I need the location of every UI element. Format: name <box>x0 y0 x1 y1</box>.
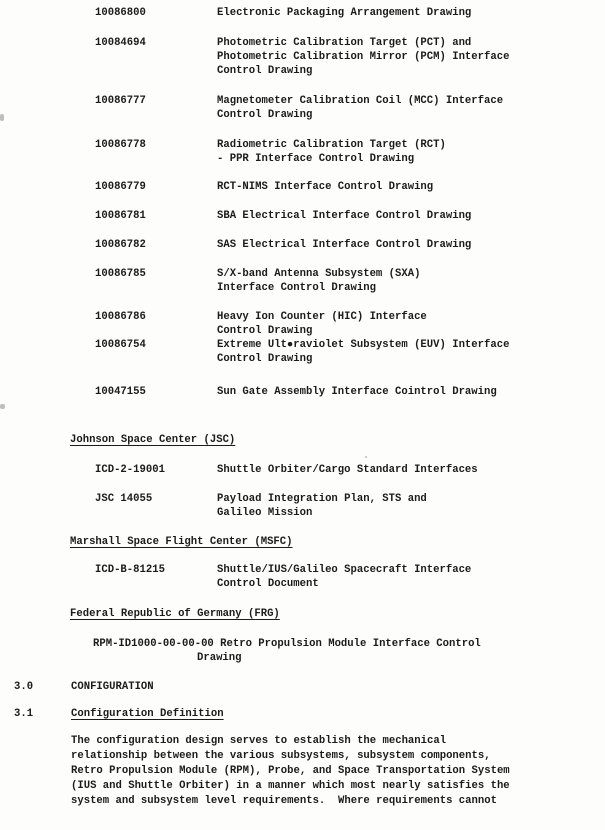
paragraph-line: system and subsystem level requirements. Where requirements cannot <box>71 795 497 807</box>
drawing-title <box>217 238 605 252</box>
drawing-title <box>217 138 605 166</box>
drawing-title-line: Control Drawing <box>217 65 313 77</box>
drawing-title <box>217 267 605 295</box>
section-title: CONFIGURATION <box>71 681 154 693</box>
drawing-entry <box>0 138 605 166</box>
document-title-line: Shuttle/IUS/Galileo Spacecraft Interface <box>217 564 472 576</box>
section-row-3-1 <box>0 707 605 721</box>
drawing-entry <box>0 94 605 122</box>
center-heading-frg: Federal Republic of Germany (FRG) <box>70 608 280 620</box>
drawing-title-line: RCT-NIMS Interface Control Drawing <box>217 181 434 193</box>
drawing-number: 10084694 <box>95 37 146 49</box>
body-paragraph <box>0 734 605 809</box>
drawing-title-line: - PPR Interface Control Drawing <box>217 153 415 165</box>
document-number: JSC 14055 <box>95 493 153 505</box>
drawing-number: 10086779 <box>95 181 146 193</box>
drawing-title-line: SAS Electrical Interface Control Drawing <box>217 239 472 251</box>
drawing-title <box>217 385 605 399</box>
document-title <box>217 463 605 477</box>
center-heading-msfc: Marshall Space Flight Center (MSFC) <box>70 536 293 548</box>
document-number: ICD-B-81215 <box>95 564 165 576</box>
drawing-title-line: Photometric Calibration Mirror (PCM) Interface <box>217 51 510 63</box>
drawing-title <box>217 310 605 338</box>
document-title-line: Control Document <box>217 578 319 590</box>
scan-artifact <box>365 456 367 458</box>
drawing-title <box>217 209 605 223</box>
center-heading-jsc: Johnson Space Center (JSC) <box>70 434 236 446</box>
drawing-number: 10086754 <box>95 339 146 351</box>
drawing-title-line: Photometric Calibration Target (PCT) and <box>217 37 472 49</box>
drawing-title <box>217 94 605 122</box>
document-entry <box>0 492 605 520</box>
document-title-line: Galileo Mission <box>217 507 313 519</box>
drawing-entry <box>0 385 605 399</box>
document-title <box>217 492 605 520</box>
document-entry <box>0 563 605 591</box>
drawing-entry <box>0 310 605 338</box>
drawing-number: 10047155 <box>95 386 146 398</box>
drawing-entry <box>0 6 605 20</box>
drawing-title-line: Interface Control Drawing <box>217 282 376 294</box>
drawing-title-line: Heavy Ion Counter (HIC) Interface <box>217 311 427 323</box>
frg-document-line: Drawing <box>197 652 242 664</box>
drawing-entry <box>0 338 605 366</box>
scan-artifact <box>0 404 5 409</box>
drawing-title-line: Control Drawing <box>217 109 313 121</box>
document-number: ICD-2-19001 <box>95 464 165 476</box>
drawing-title <box>217 6 605 20</box>
section-number: 3.1 <box>14 708 34 720</box>
frg-document-line: RPM-ID1000-00-00-00 Retro Propulsion Module Interface Control <box>93 638 481 650</box>
drawing-title-line: SBA Electrical Interface Control Drawing <box>217 210 472 222</box>
drawing-title <box>217 338 605 366</box>
drawing-title-line: Radiometric Calibration Target (RCT) <box>217 139 446 151</box>
drawing-title-line: S/X-band Antenna Subsystem (SXA) <box>217 268 421 280</box>
drawing-entry <box>0 238 605 252</box>
drawing-number: 10086777 <box>95 95 146 107</box>
drawing-title-line: Sun Gate Assembly Interface Cointrol Drawing <box>217 386 497 398</box>
drawing-number: 10086785 <box>95 268 146 280</box>
drawing-title-line: Control Drawing <box>217 353 313 365</box>
document-entry <box>0 463 605 477</box>
drawing-title-line: Magnetometer Calibration Coil (MCC) Interface <box>217 95 504 107</box>
drawing-title <box>217 180 605 194</box>
drawing-number: 10086786 <box>95 311 146 323</box>
scan-artifact <box>0 114 4 121</box>
drawing-entry <box>0 267 605 295</box>
paragraph-line: (IUS and Shuttle Orbiter) in a manner which most nearly satisfies the <box>71 780 510 792</box>
paragraph-line: The configuration design serves to establish the mechanical <box>71 735 447 747</box>
section-title: Configuration Definition <box>71 708 224 720</box>
section-number: 3.0 <box>14 681 34 693</box>
drawing-number: 10086800 <box>95 7 146 19</box>
drawing-entry <box>0 36 605 78</box>
drawing-entry <box>0 180 605 194</box>
drawing-title <box>217 36 605 78</box>
document-title <box>217 563 605 591</box>
paragraph-line: Retro Propulsion Module (RPM), Probe, and Space Transportation System <box>71 765 510 777</box>
document-title-line: Payload Integration Plan, STS and <box>217 493 427 505</box>
drawing-entry <box>0 209 605 223</box>
drawing-number: 10086781 <box>95 210 146 222</box>
drawing-title-line: Electronic Packaging Arrangement Drawing <box>217 7 472 19</box>
drawing-number: 10086782 <box>95 239 146 251</box>
drawing-title-line: Control Drawing <box>217 325 313 337</box>
drawing-number: 10086778 <box>95 139 146 151</box>
drawing-title-line: Extreme Ult●raviolet Subsystem (EUV) Interface <box>217 339 510 351</box>
paragraph-line: relationship between the various subsystems, subsystem components, <box>71 750 491 762</box>
section-row-3-0 <box>0 680 605 694</box>
document-title-line: Shuttle Orbiter/Cargo Standard Interfaces <box>217 464 478 476</box>
